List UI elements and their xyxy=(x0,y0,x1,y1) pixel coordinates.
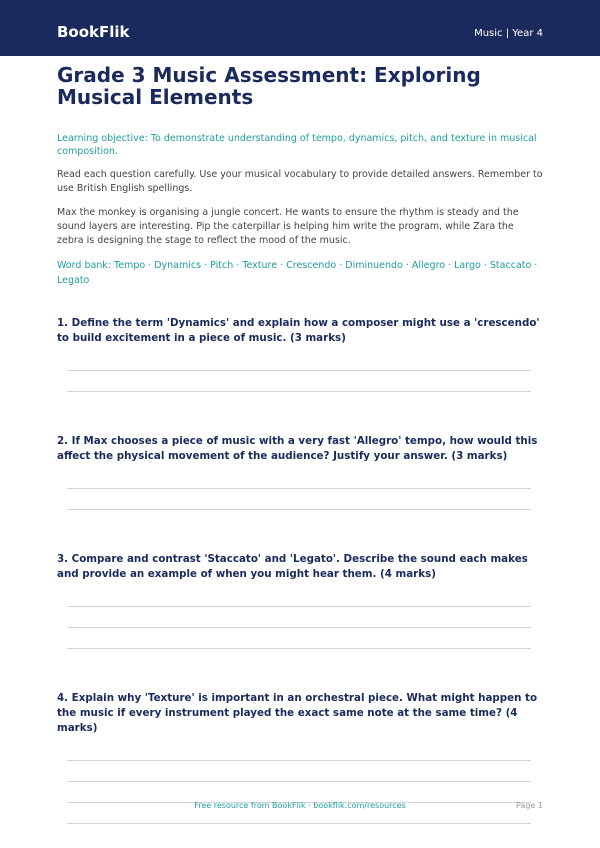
answer-area[interactable] xyxy=(57,488,543,510)
answer-line[interactable] xyxy=(67,606,531,607)
site-header xyxy=(0,0,600,56)
question-1 xyxy=(57,316,543,392)
answer-line[interactable] xyxy=(67,627,531,628)
question-text: 2. If Max chooses a piece of music with a very fast 'Allegro' tempo, how would this affect the physical movement of the audience? Justify your answer. (3 marks) xyxy=(57,435,538,462)
scenario: Max the monkey is organising a jungle concert. He wants to ensure the rhythm is steady and the sound layers are interesting. Pip the caterpillar is helping him write the program, while Zara the zebra is designing the stage to reflect the mood of the music. xyxy=(57,207,519,246)
footer-link[interactable]: Free resource from BookFlik · bookflik.com/resources xyxy=(194,801,406,810)
answer-line[interactable] xyxy=(67,648,531,649)
brand-logo[interactable]: BookFlik xyxy=(57,23,130,41)
answer-line[interactable] xyxy=(67,760,531,761)
answer-line[interactable] xyxy=(67,370,531,371)
answer-line[interactable] xyxy=(67,391,531,392)
question-text: 1. Define the term 'Dynamics' and explain how a composer might use a 'crescendo' to build excitement in a piece of music. (3 marks) xyxy=(57,317,540,344)
instructions: Read each question carefully. Use your musical vocabulary to provide detailed answers. Remember to use British English spellings. xyxy=(57,169,543,194)
page-number: Page 1 xyxy=(516,801,543,810)
question-text: 3. Compare and contrast 'Staccato' and 'Legato'. Describe the sound each makes and provide an example of when you might hear them. (4 marks) xyxy=(57,553,528,580)
question-3 xyxy=(57,552,543,649)
word-bank: Word bank: Tempo · Dynamics · Pitch · Texture · Crescendo · Diminuendo · Allegro · Largo · Staccato · Legato xyxy=(57,260,538,286)
question-text: 4. Explain why 'Texture' is important in an orchestral piece. What might happen to the music if every instrument played the exact same note at the same time? (4 marks) xyxy=(57,692,538,734)
learning-objective: Learning objective: To demonstrate understanding of tempo, dynamics, pitch, and texture in musical composition. xyxy=(57,133,537,157)
answer-line[interactable] xyxy=(67,823,531,824)
page-title: Grade 3 Music Assessment: Exploring Musical Elements xyxy=(57,63,481,109)
subject-year: Music | Year 4 xyxy=(474,28,543,39)
answer-line[interactable] xyxy=(67,781,531,782)
answer-area[interactable] xyxy=(57,606,543,649)
answer-area[interactable] xyxy=(57,370,543,392)
answer-line[interactable] xyxy=(67,488,531,489)
answer-area[interactable] xyxy=(57,760,543,824)
answer-line[interactable] xyxy=(67,509,531,510)
question-2 xyxy=(57,434,543,510)
worksheet xyxy=(57,64,543,844)
